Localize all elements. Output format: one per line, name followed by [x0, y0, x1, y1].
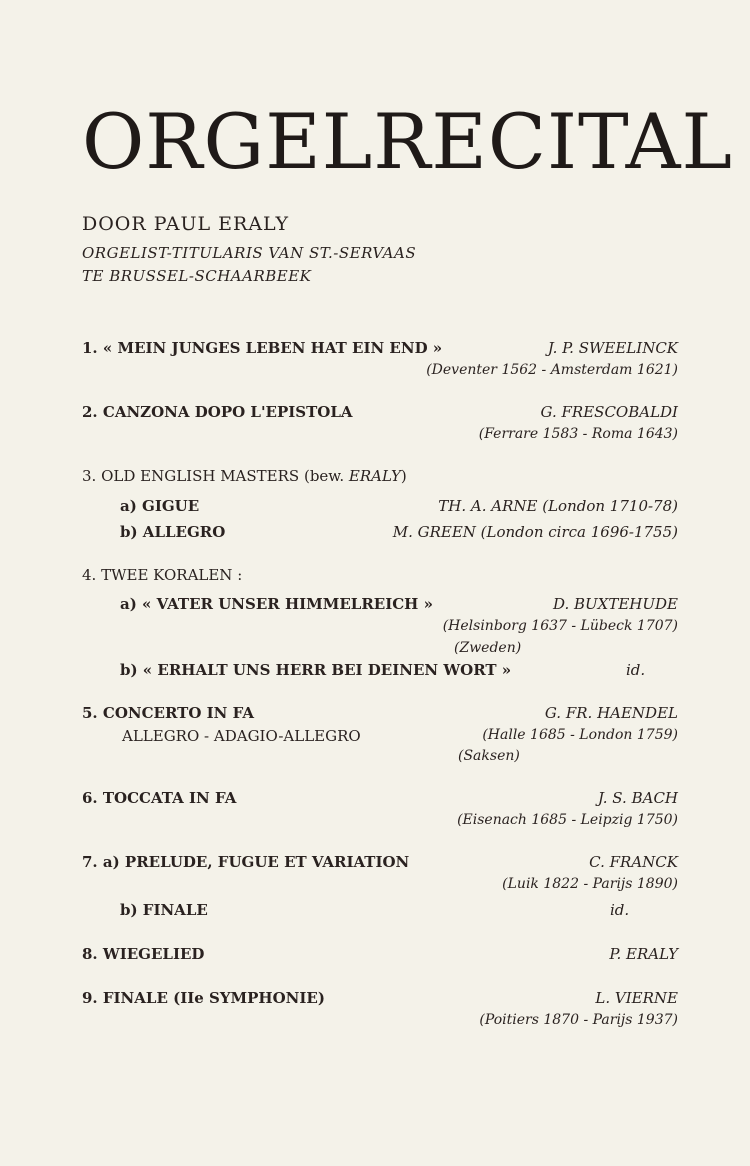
piece-3-arranger: ERALY: [348, 467, 401, 485]
piece-2-composer: G. FRESCOBALDI: [540, 403, 678, 421]
piece-3b-title: b) ALLEGRO: [120, 523, 226, 541]
piece-3b-composer: M. GREEN (London circa 1696-1755): [392, 523, 678, 541]
piece-3-title: [82, 467, 407, 485]
piece-2-title: 2. CANZONA DOPO L'EPISTOLA: [82, 403, 353, 421]
piece-3-title-suffix: ): [400, 467, 407, 485]
piece-7a-composer: C. FRANCK: [589, 853, 678, 871]
piece-5-movements: ALLEGRO - ADAGIO-ALLEGRO: [122, 727, 361, 745]
piece-5-composer: G. FR. HAENDEL: [544, 704, 678, 722]
piece-4a-title: a) « VATER UNSER HIMMELREICH »: [120, 595, 433, 613]
piece-5-title: 5. CONCERTO IN FA: [82, 704, 254, 722]
page-title: ORGELRECITAL: [82, 97, 733, 186]
piece-1-composer: J. P. SWEELINCK: [547, 339, 678, 357]
piece-5-country: (Saksen): [458, 748, 520, 764]
piece-5-dates: (Halle 1685 - London 1759): [482, 727, 678, 743]
piece-7a-dates: (Luik 1822 - Parijs 1890): [502, 876, 678, 892]
piece-3a-composer: TH. A. ARNE (London 1710-78): [438, 497, 678, 515]
piece-1-title: 1. « MEIN JUNGES LEBEN HAT EIN END »: [82, 339, 443, 357]
piece-4a-dates: (Helsinborg 1637 - Lübeck 1707): [442, 618, 678, 634]
piece-9-composer: L. VIERNE: [595, 989, 678, 1007]
piece-9-dates: (Poitiers 1870 - Parijs 1937): [479, 1012, 678, 1028]
piece-4a-composer: D. BUXTEHUDE: [552, 595, 678, 613]
piece-7b-title: b) FINALE: [120, 901, 208, 919]
performer-line: DOOR PAUL ERALY: [82, 213, 290, 235]
piece-3a-title: a) GIGUE: [120, 497, 200, 515]
piece-7a-title: 7. a) PRELUDE, FUGUE ET VARIATION: [82, 853, 410, 871]
piece-4a-country: (Zweden): [454, 640, 522, 656]
piece-8-composer: P. ERALY: [609, 945, 678, 963]
piece-4b-title: b) « ERHALT UNS HERR BEI DEINEN WORT »: [120, 661, 512, 679]
piece-4b-composer: id.: [626, 661, 646, 679]
piece-8-title: 8. WIEGELIED: [82, 945, 205, 963]
piece-6-dates: (Eisenach 1685 - Leipzig 1750): [457, 812, 678, 828]
piece-6-title: 6. TOCCATA IN FA: [82, 789, 237, 807]
piece-4-title: 4. TWEE KORALEN :: [82, 566, 243, 584]
piece-1-dates: (Deventer 1562 - Amsterdam 1621): [426, 362, 678, 378]
piece-2-dates: (Ferrare 1583 - Roma 1643): [478, 426, 678, 442]
piece-7b-composer: id.: [610, 901, 630, 919]
piece-3-title-prefix: 3. OLD ENGLISH MASTERS (bew.: [82, 467, 349, 485]
role-line-2: TE BRUSSEL-SCHAARBEEK: [82, 267, 312, 285]
piece-6-composer: J. S. BACH: [597, 789, 678, 807]
role-line-1: ORGELIST-TITULARIS VAN ST.-SERVAAS: [82, 244, 417, 262]
piece-9-title: 9. FINALE (IIe SYMPHONIE): [82, 989, 325, 1007]
